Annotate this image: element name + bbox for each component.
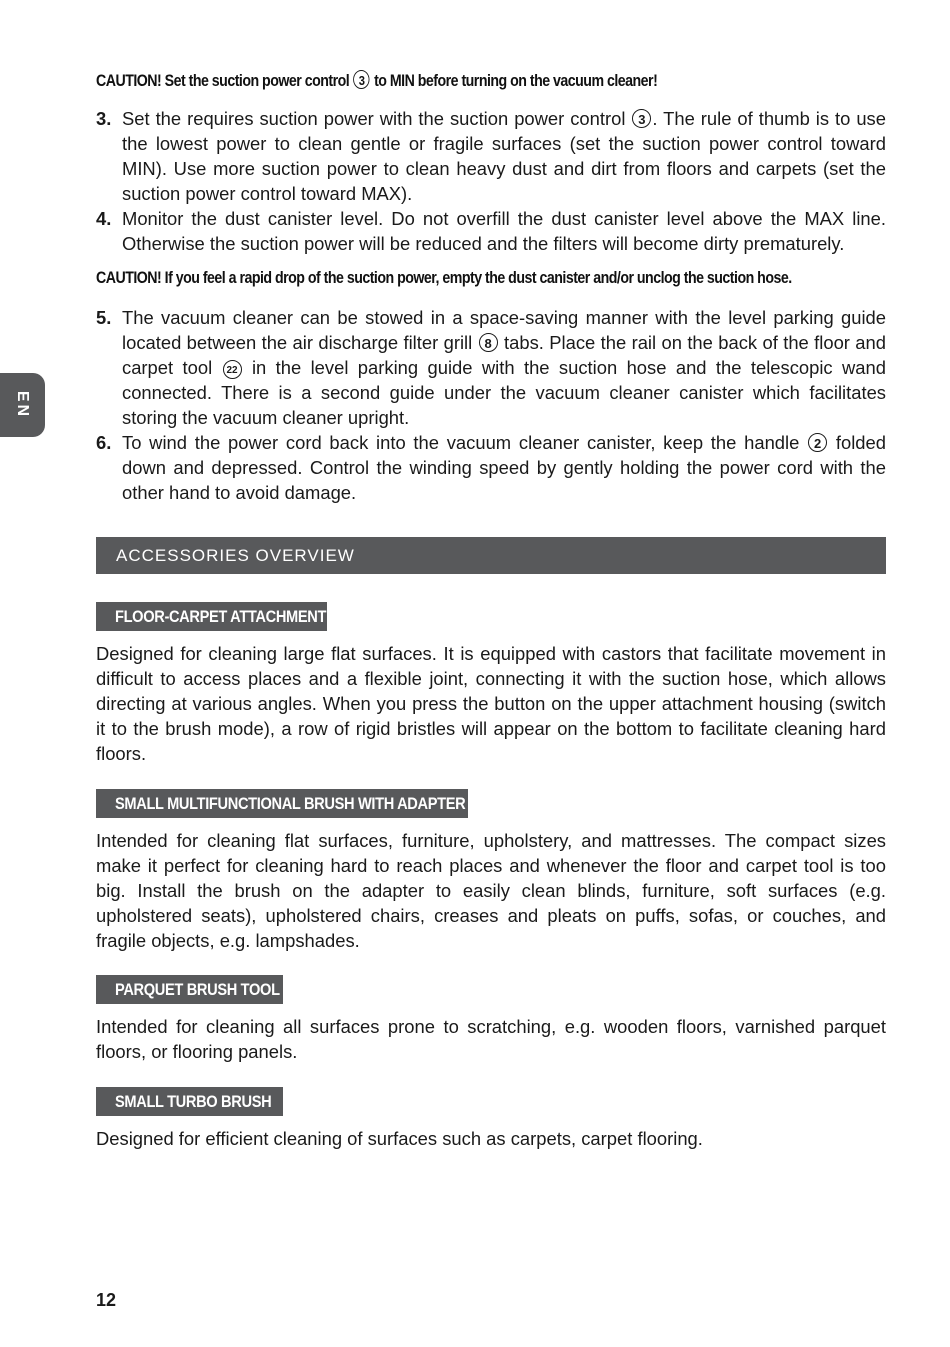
step-text: Monitor the dust canister level. Do not overfill the dust canister level above the MAX line. Otherwise the suction power will be reduced and the filters will become dirty prematurely.	[122, 208, 886, 254]
caution-note-1	[96, 70, 657, 91]
step-number: 5.	[96, 307, 112, 328]
caution-note-2: CAUTION! If you feel a rapid drop of the suction power, empty the dust canister and/or unclog the suction hose.	[96, 269, 792, 287]
page-number: 12	[96, 1290, 117, 1310]
accessory-heading-parquet-brush	[96, 975, 283, 1004]
ref-circle-2: 2	[808, 433, 827, 452]
step-text: folded down and depressed. Control the winding speed by gently holding the power cord with the other hand to avoid damage.	[122, 432, 886, 503]
caution-1-text-before: CAUTION! Set the suction power control	[96, 72, 350, 90]
step-number: 4.	[96, 208, 112, 229]
step-3	[96, 106, 886, 206]
step-text: The vacuum cleaner can be stowed in a space-saving manner with the level parking guide located between the air discharge filter grill	[122, 307, 886, 353]
step-number: 3.	[96, 108, 112, 129]
accessory-description-floor-carpet: Designed for cleaning large flat surfaces. It is equipped with castors that facilitate movement in difficult to access places and a flexible joint, connecting it with the suction hose, which allows directing at various angles. When you press the button on the upper attachment housing (switch it to the brush mode), a row of rigid bristles will appear on the bottom to facilitate cleaning hard floors.	[96, 643, 886, 764]
ref-circle-3: 3	[353, 70, 369, 89]
accessory-heading-floor-carpet	[96, 602, 327, 631]
accessory-heading-small-multifunctional-brush	[96, 789, 468, 818]
ref-circle-8: 8	[479, 333, 498, 352]
ref-circle-22: 22	[223, 360, 242, 379]
step-6	[96, 430, 886, 505]
step-text: . The rule of thumb is to use the lowest power to clean gentle or fragile surfaces (set the suction power control toward MIN). Use more suction power to clean heavy dust and dirt from floors and carpets (set the suction power control toward MAX).	[122, 108, 886, 204]
accessory-title: SMALL TURBO BRUSH	[115, 1092, 272, 1111]
language-label: EN	[14, 390, 31, 420]
ref-circle-3: 3	[632, 109, 651, 128]
steps-list-b	[96, 305, 886, 505]
step-text: To wind the power cord back into the vacuum cleaner canister, keep the handle	[122, 432, 800, 453]
accessory-description-small-turbo-brush: Designed for efficient cleaning of surfaces such as carpets, carpet flooring.	[96, 1128, 703, 1149]
caution-1-text-after: to MIN before turning on the vacuum cleaner!	[374, 72, 658, 90]
step-text: in the level parking guide with the suction hose and the telescopic wand connected. There is a second guide under the vacuum cleaner canister which facilitates storing the vacuum cleaner upright.	[122, 357, 886, 428]
accessory-title: PARQUET BRUSH TOOL	[115, 980, 280, 999]
accessory-heading-small-turbo-brush	[96, 1087, 283, 1116]
language-tab	[0, 373, 45, 437]
accessory-description-small-multifunctional-brush: Intended for cleaning flat surfaces, furniture, upholstery, and mattresses. The compact sizes make it perfect for cleaning hard to reach places and whenever the floor and carpet tool is too big. Install the brush on the adapter to easily clean blinds, furniture, soft surfaces (e.g. upholstered seats), upholstered chairs, creases and pleats on puffs, sofas, or couches, and fragile objects, e.g. lampshades.	[96, 830, 886, 951]
steps-list-a	[96, 106, 886, 256]
accessory-description-parquet-brush: Intended for cleaning all surfaces prone to scratching, e.g. wooden floors, varnished parquet floors, or flooring panels.	[96, 1016, 886, 1062]
step-number: 6.	[96, 432, 112, 453]
step-5	[96, 305, 886, 430]
section-heading-accessories: ACCESSORIES OVERVIEW	[96, 537, 886, 574]
accessory-title: FLOOR-CARPET ATTACHMENT	[115, 607, 327, 626]
accessory-title: SMALL MULTIFUNCTIONAL BRUSH WITH ADAPTER	[115, 794, 466, 813]
step-text: Set the requires suction power with the suction power control	[122, 108, 626, 129]
step-text: tabs. Place the rail on the back of the floor and carpet tool	[122, 332, 886, 378]
step-4	[96, 206, 886, 256]
